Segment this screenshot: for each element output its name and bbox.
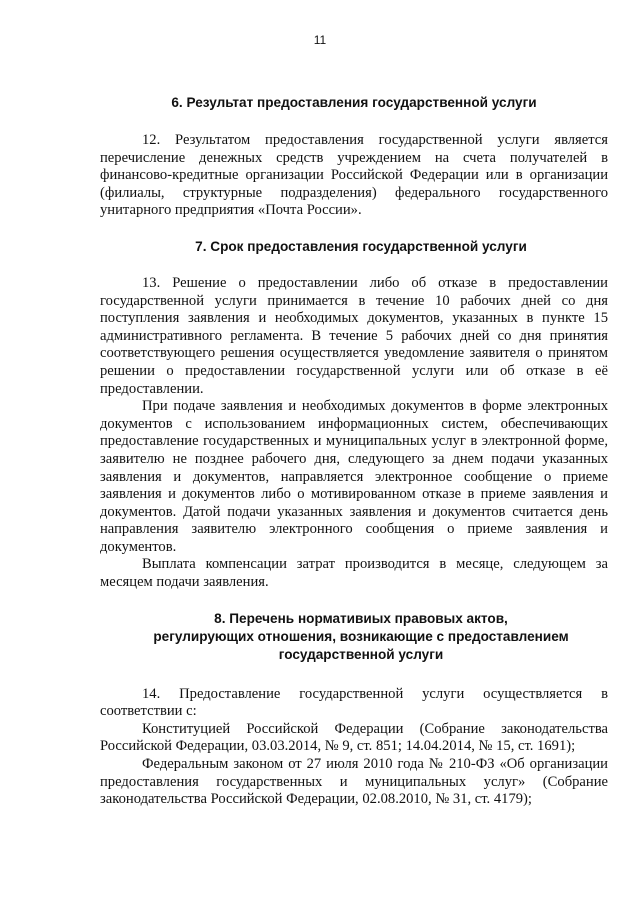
page-number: 11	[313, 33, 327, 47]
section-6-heading: 6. Результат предоставления государственной услуги	[171, 95, 537, 110]
paragraph-constitution: Конституцией Российской Федерации (Собрание законодательства Российской Федерации, 03.03.2014, № 9, ст. 851; 14.04.2014, № 15, ст. 1691);	[100, 720, 608, 755]
paragraph-compensation-payment: Выплата компенсации затрат производится в месяце, следующем за месяцем подачи заявления.	[100, 556, 608, 591]
paragraph-12: 12. Результатом предоставления государственной услуги является перечисление денежных средств учреждением на счета получателей в финансово-кредитные организации Российской Федерации или в организации (филиалы, структурные подразделения) федерального государственного унитарного предприятия «Почта России».	[100, 132, 608, 219]
document-body	[100, 88, 608, 809]
paragraph-federal-law-210: Федеральным законом от 27 июля 2010 года № 210-ФЗ «Об организации предоставления государственных и муниципальных услуг» (Собрание законодательства Российской Федерации, 02.08.2010, № 31, ст. 4179);	[100, 756, 608, 808]
section-8-heading-line-3: государственной услуги	[278, 646, 444, 662]
paragraph-electronic-submission: При подаче заявления и необходимых документов в форме электронных документов с использованием информационных систем, обеспечивающих предоставление государственных и муниципальных услуг в электронной форме, заявителю не позднее рабочего дня, следующего за днем подачи указанных заявления и документов, направляется электронное сообщение о приеме заявления и документов либо о мотивированном отказе в приеме заявления и документов. Датой подачи указанных заявления и документов считается день направления заявителю электронного сообщения о приеме заявления и документов.	[100, 398, 608, 555]
section-7-heading: 7. Срок предоставления государственной услуги	[195, 238, 527, 254]
section-8-heading-line-1: 8. Перечень нормативиых правовых актов,	[214, 610, 508, 626]
paragraph-14: 14. Предоставление государственной услуги осуществляется в соответствии с:	[100, 685, 608, 720]
paragraph-13: 13. Решение о предоставлении либо об отказе в предоставлении государственной услуги принимается в течение 10 рабочих дней со дня поступления заявления и необходимых документов, указанных в пункте 15 административного регламента. В течение 5 рабочих дней со дня принятия соответствующего решения осуществляется уведомление заявителя о принятом решении о предоставлении государственной услуги или об отказе в её предоставлении.	[100, 274, 608, 397]
section-8-heading	[100, 610, 608, 664]
section-8-heading-line-2: регулирующих отношения, возникающие с предоставлением	[153, 628, 569, 644]
